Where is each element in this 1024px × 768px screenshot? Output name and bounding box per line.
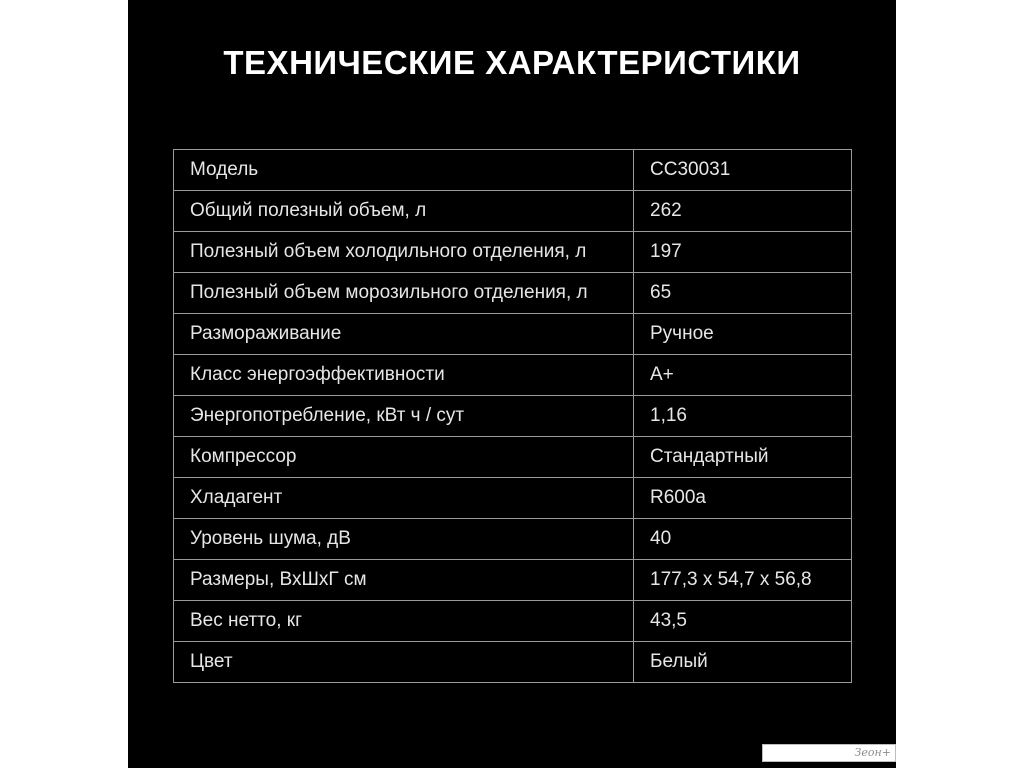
spec-label: Хладагент	[174, 478, 634, 519]
spec-label: Уровень шума, дВ	[174, 519, 634, 560]
spec-label: Энергопотребление, кВт ч / сут	[174, 396, 634, 437]
table-row	[174, 396, 852, 437]
spec-label: Общий полезный объем, л	[174, 191, 634, 232]
table-row	[174, 478, 852, 519]
spec-label: Размораживание	[174, 314, 634, 355]
spec-panel	[128, 0, 896, 768]
spec-value: 43,5	[634, 601, 852, 642]
spec-value: 197	[634, 232, 852, 273]
spec-label: Размеры, ВхШхГ см	[174, 560, 634, 601]
table-row	[174, 519, 852, 560]
spec-label: Модель	[174, 150, 634, 191]
page-title: ТЕХНИЧЕСКИЕ ХАРАКТЕРИСТИКИ	[223, 44, 801, 81]
table-row	[174, 601, 852, 642]
table-row	[174, 437, 852, 478]
spec-value: 177,3 x 54,7 x 56,8	[634, 560, 852, 601]
table-row	[174, 642, 852, 683]
table-row	[174, 232, 852, 273]
spec-label: Полезный объем морозильного отделения, л	[174, 273, 634, 314]
spec-value: Ручное	[634, 314, 852, 355]
spec-value: CC30031	[634, 150, 852, 191]
spec-label: Класс энергоэффективности	[174, 355, 634, 396]
spec-label: Компрессор	[174, 437, 634, 478]
spec-value: R600a	[634, 478, 852, 519]
table-row	[174, 273, 852, 314]
spec-label: Вес нетто, кг	[174, 601, 634, 642]
spec-value: 65	[634, 273, 852, 314]
spec-label: Цвет	[174, 642, 634, 683]
spec-value: Белый	[634, 642, 852, 683]
specs-table	[173, 149, 852, 683]
table-row	[174, 191, 852, 232]
table-row	[174, 560, 852, 601]
spec-value: 262	[634, 191, 852, 232]
table-row	[174, 150, 852, 191]
table-row	[174, 355, 852, 396]
spec-value: 40	[634, 519, 852, 560]
spec-value: Стандартный	[634, 437, 852, 478]
spec-value: A+	[634, 355, 852, 396]
spec-label: Полезный объем холодильного отделения, л	[174, 232, 634, 273]
watermark: Зеон+	[762, 744, 896, 762]
table-row	[174, 314, 852, 355]
spec-value: 1,16	[634, 396, 852, 437]
